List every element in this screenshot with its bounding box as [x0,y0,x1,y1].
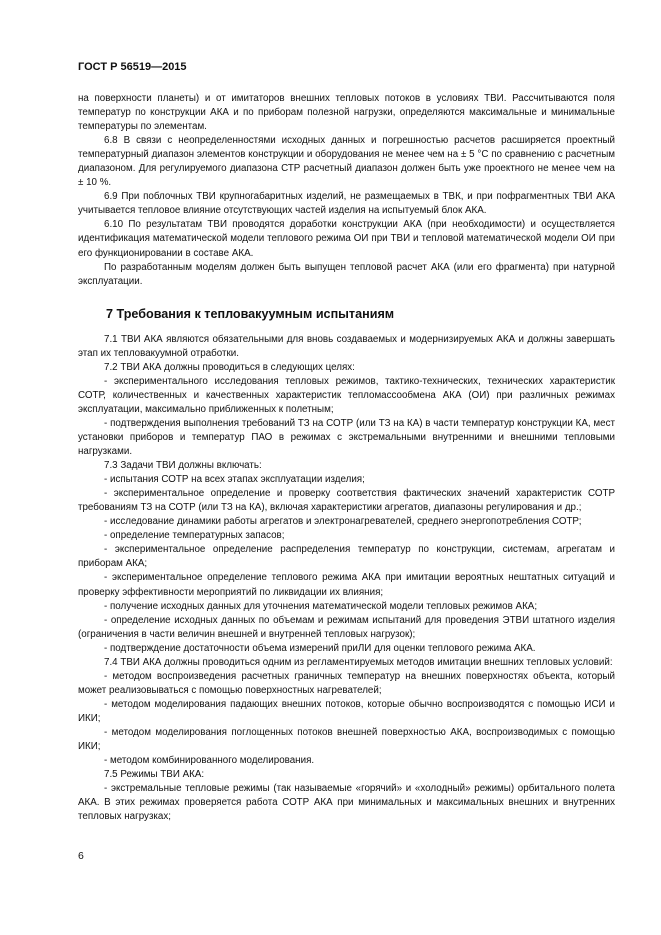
paragraph: - исследование динамики работы агрегатов и электронагревателей, среднего энергопотребления СОТР; [104,516,582,528]
paragraph: 7.4 ТВИ АКА должны проводиться одним из регламентируемых методов имитации внешних тепловых условий: [104,656,613,668]
paragraph: 7.3 Задачи ТВИ должны включать: [104,460,262,472]
section-title: 7 Требования к тепловакуумным испытаниям [106,306,395,321]
paragraph: По разработанным моделям должен быть выпущен тепловой расчет АКА (или его фрагмента) при натурной эксплуатации. [78,261,615,287]
paragraph: - экспериментальное определение и проверку соответствия фактических значений характеристик СОТР требованиям ТЗ на СОТР (или ТЗ на КА), включая характеристики агрегатов, диапазоны регулирования и др.; [78,488,615,514]
paragraph: - экспериментальное определение распределения температур по конструкции, системам, агрегатам и приборам АКА; [78,544,615,570]
paragraph: - методом комбинированного моделирования. [104,755,315,767]
paragraph: - определение температурных запасов; [104,530,285,542]
paragraph: - подтверждение достаточности объема измерений приЛИ для оценки теплового режима АКА. [104,642,536,654]
paragraph: 7.2 ТВИ АКА должны проводиться в следующих целях: [104,361,355,373]
paragraph: 6.9 При поблочных ТВИ крупногабаритных изделий, не размещаемых в ТВК, и при пофрагментных ТВИ АКА учитывается тепловое влияние отсутствующих частей изделия на испытуемый блок АКА. [78,191,615,217]
paragraph: на поверхности планеты) и от имитаторов внешних тепловых потоков в условиях ТВИ. Рассчитываются поля температур по конструкции АКА и по приборам полезной нагрузки, определяются максимальные и минимальные температуры по элементам. [78,93,615,133]
paragraph: 6.8 В связи с неопределенностями исходных данных и погрешностью расчетов расширяется проектный температурный диапазон элементов конструкции и оборудования не менее чем на ± 5 °С по сравнению с расчетным диапазоном. Для регулируемого диапазона СТР расчетный диапазон должен быть уже проектного не менее чем на ± 10 %. [78,135,615,189]
paragraph: - получение исходных данных для уточнения математической модели тепловых режимов АКА; [104,600,538,612]
paragraph: - экстремальные тепловые режимы (так называемые «горячий» и «холодный» режимы) орбитального полета АКА. В этих режимах проверяется работа СОТР АКА при минимальных и максимальных внешних и внутренних тепловых нагрузках; [78,783,615,823]
section-6-continuation [78,92,615,289]
paragraph: - определение исходных данных по объемам и режимам испытаний для проведения ЭТВИ штатного изделия (ограничения в части величин внешней и внутренней тепловых нагрузок); [78,614,615,640]
page-number: 6 [78,850,84,862]
section-7-body [78,333,615,825]
paragraph: 6.10 По результатам ТВИ проводятся доработки конструкции АКА (при необходимости) и осуществляется идентификация математической модели теплового режима ОИ при ТВИ и тепловой математической модели ОИ при его функционировании в составе АКА. [78,219,615,259]
document-body [78,92,615,824]
paragraph: - экспериментальное определение теплового режима АКА при имитации вероятных нештатных ситуаций и проверку эффективности мероприятий по ликвидации их влияния; [78,572,615,598]
paragraph: - экспериментального исследования тепловых режимов, тактико-технических, технических характеристик СОТР, количественных и качественных характеристик тепломассообмена АКА (ОИ) при различных режимах эксплуатации, максимально приближенных к полетным; [78,375,615,415]
paragraph: - подтверждения выполнения требований ТЗ на СОТР (или ТЗ на КА) в части температур конструкции КА, мест установки приборов и температур ПАО в режимах с экстремальными внутренними и внешними тепловыми нагрузками. [78,417,615,458]
paragraph: - методом воспроизведения расчетных граничных температур на внешних поверхностях объекта, который может реализовываться с помощью поверхностных нагревателей; [78,670,615,696]
document-header: ГОСТ Р 56519—2015 [78,61,187,73]
paragraph: 7.1 ТВИ АКА являются обязательными для вновь создаваемых и модернизируемых АКА и должны завершать этап их тепловакуумной отработки. [78,333,615,359]
paragraph: 7.5 Режимы ТВИ АКА: [104,769,205,781]
paragraph: - испытания СОТР на всех этапах эксплуатации изделия; [104,474,365,486]
paragraph: - методом моделирования поглощенных потоков внешней поверхностью АКА, воспроизводимых с помощью ИКИ; [78,726,615,753]
paragraph: - методом моделирования падающих внешних потоков, которые обычно воспроизводятся с помощью ИСИ и ИКИ; [78,698,615,724]
